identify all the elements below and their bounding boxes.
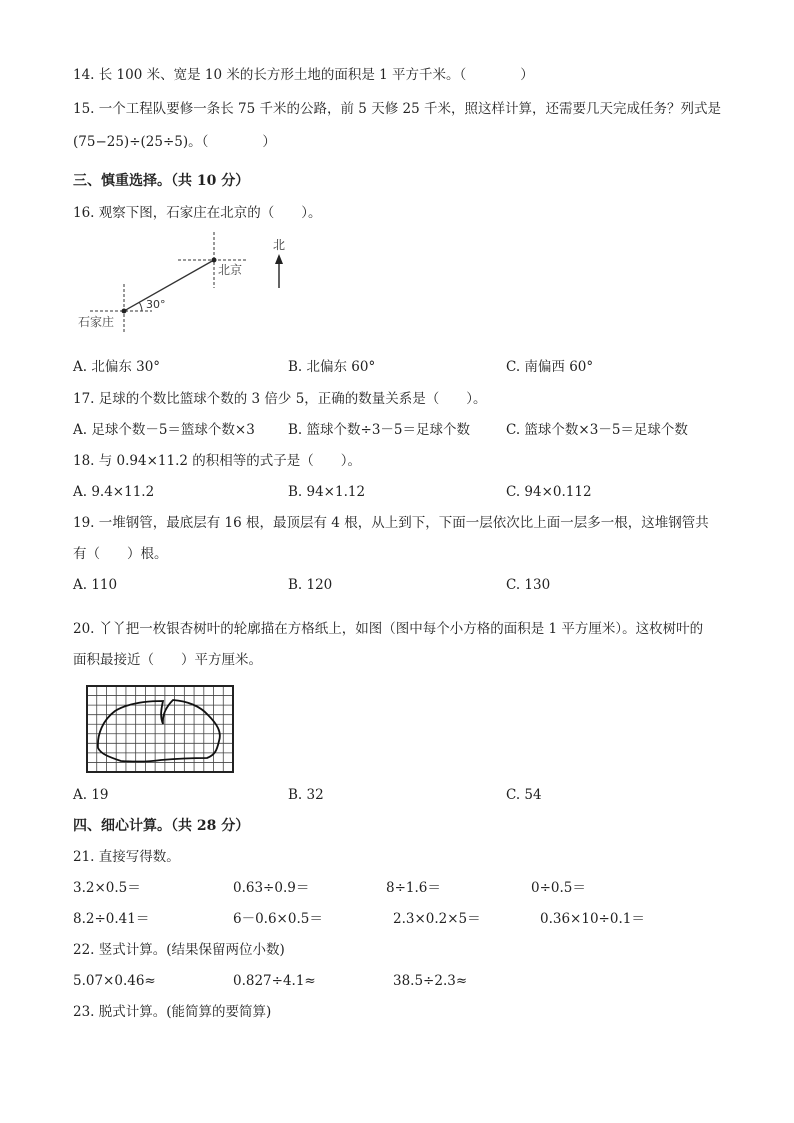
- q18-stem: 18. 与 0.94×11.2 的积相等的式子是（ ）。: [73, 453, 362, 469]
- q16-option-c: C. 南偏西 60°: [506, 359, 594, 375]
- q21-r2-c2: 6－0.6×0.5＝: [233, 911, 323, 927]
- sjz-point: [122, 309, 127, 314]
- q19-line1: 19. 一堆钢管，最底层有 16 根，最顶层有 4 根，从上到下，下面一层依次比上面一层多一根，这堆钢管共: [73, 515, 709, 531]
- q18-option-c: C. 94×0.112: [506, 484, 592, 500]
- q19-option-c: C. 130: [506, 577, 551, 593]
- section-4-heading: 四、细心计算。（共 28 分）: [73, 818, 250, 834]
- q19-line2: 有（ ）根。: [73, 546, 168, 562]
- q20-option-a: A. 19: [73, 787, 109, 803]
- angle-label: 30°: [146, 298, 166, 311]
- q15-line1: 15. 一个工程队要修一条长 75 千米的公路，前 5 天修 25 千米，照这样计算，还需要几天完成任务？列式是: [73, 101, 721, 117]
- q15-formula: (75−25)÷(25÷5): [73, 134, 189, 150]
- q14-text: 14. 长 100 米、宽是 10 米的长方形土地的面积是 1 平方千米。（ ）: [73, 67, 534, 83]
- q21-r2-c4: 0.36×10÷0.1＝: [540, 911, 645, 927]
- section-3-heading: 三、慎重选择。（共 10 分）: [73, 173, 250, 189]
- beijing-label: 北京: [218, 263, 243, 277]
- q21-r2-c3: 2.3×0.2×5＝: [393, 911, 481, 927]
- q21-r1-c1: 3.2×0.5＝: [73, 880, 141, 896]
- q16-option-b: B. 北偏东 60°: [288, 359, 376, 375]
- q22-stem: 22. 竖式计算。(结果保留两位小数): [73, 942, 285, 958]
- q22-item-2: 0.827÷4.1≈: [233, 973, 316, 989]
- grid-lines: [87, 686, 233, 772]
- q15-paren: 。（ ）: [188, 134, 276, 150]
- north-arrow-head: [275, 254, 283, 264]
- q20-line2: 面积最接近（ ）平方厘米。: [73, 652, 262, 668]
- angle-arc: [139, 302, 142, 311]
- q18-option-b: B. 94×1.12: [288, 484, 366, 500]
- q16-stem: 16. 观察下图，石家庄在北京的（ ）。: [73, 205, 322, 221]
- q21-r1-c4: 0÷0.5＝: [531, 880, 586, 896]
- q20-option-b: B. 32: [288, 787, 324, 803]
- q15-line2: [73, 133, 276, 151]
- sjz-label: 石家庄: [78, 315, 115, 329]
- q23-stem: 23. 脱式计算。(能简算的要简算): [73, 1004, 272, 1020]
- q19-option-b: B. 120: [288, 577, 333, 593]
- q17-option-b: B. 篮球个数÷3－5＝足球个数: [288, 422, 470, 438]
- q17-stem: 17. 足球的个数比篮球个数的 3 倍少 5，正确的数量关系是（ ）。: [73, 391, 487, 407]
- beijing-point: [212, 258, 217, 263]
- grid-border: [87, 686, 233, 772]
- q22-item-3: 38.5÷2.3≈: [393, 973, 468, 989]
- q17-option-c: C. 篮球个数×3－5＝足球个数: [506, 422, 688, 438]
- q20-line1: 20. 丫丫把一枚银杏树叶的轮廓描在方格纸上，如图（图中每个小方格的面积是 1 平方厘米）。这枚树叶的: [73, 621, 704, 637]
- q22-item-1: 5.07×0.46≈: [73, 973, 156, 989]
- q16-option-a: A. 北偏东 30°: [73, 359, 161, 375]
- connecting-line: [124, 260, 214, 311]
- q17-option-a: A. 足球个数－5＝篮球个数×3: [73, 422, 255, 438]
- q19-option-a: A. 110: [73, 577, 118, 593]
- q18-option-a: A. 9.4×11.2: [73, 484, 155, 500]
- q21-r1-c2: 0.63÷0.9＝: [233, 880, 310, 896]
- north-label: 北: [273, 238, 286, 252]
- q21-r1-c3: 8÷1.6＝: [386, 880, 441, 896]
- q20-option-c: C. 54: [506, 787, 542, 803]
- q21-r2-c1: 8.2÷0.41＝: [73, 911, 150, 927]
- direction-figure: [70, 232, 300, 338]
- leaf-grid-figure: [85, 684, 235, 774]
- q21-stem: 21. 直接写得数。: [73, 849, 180, 865]
